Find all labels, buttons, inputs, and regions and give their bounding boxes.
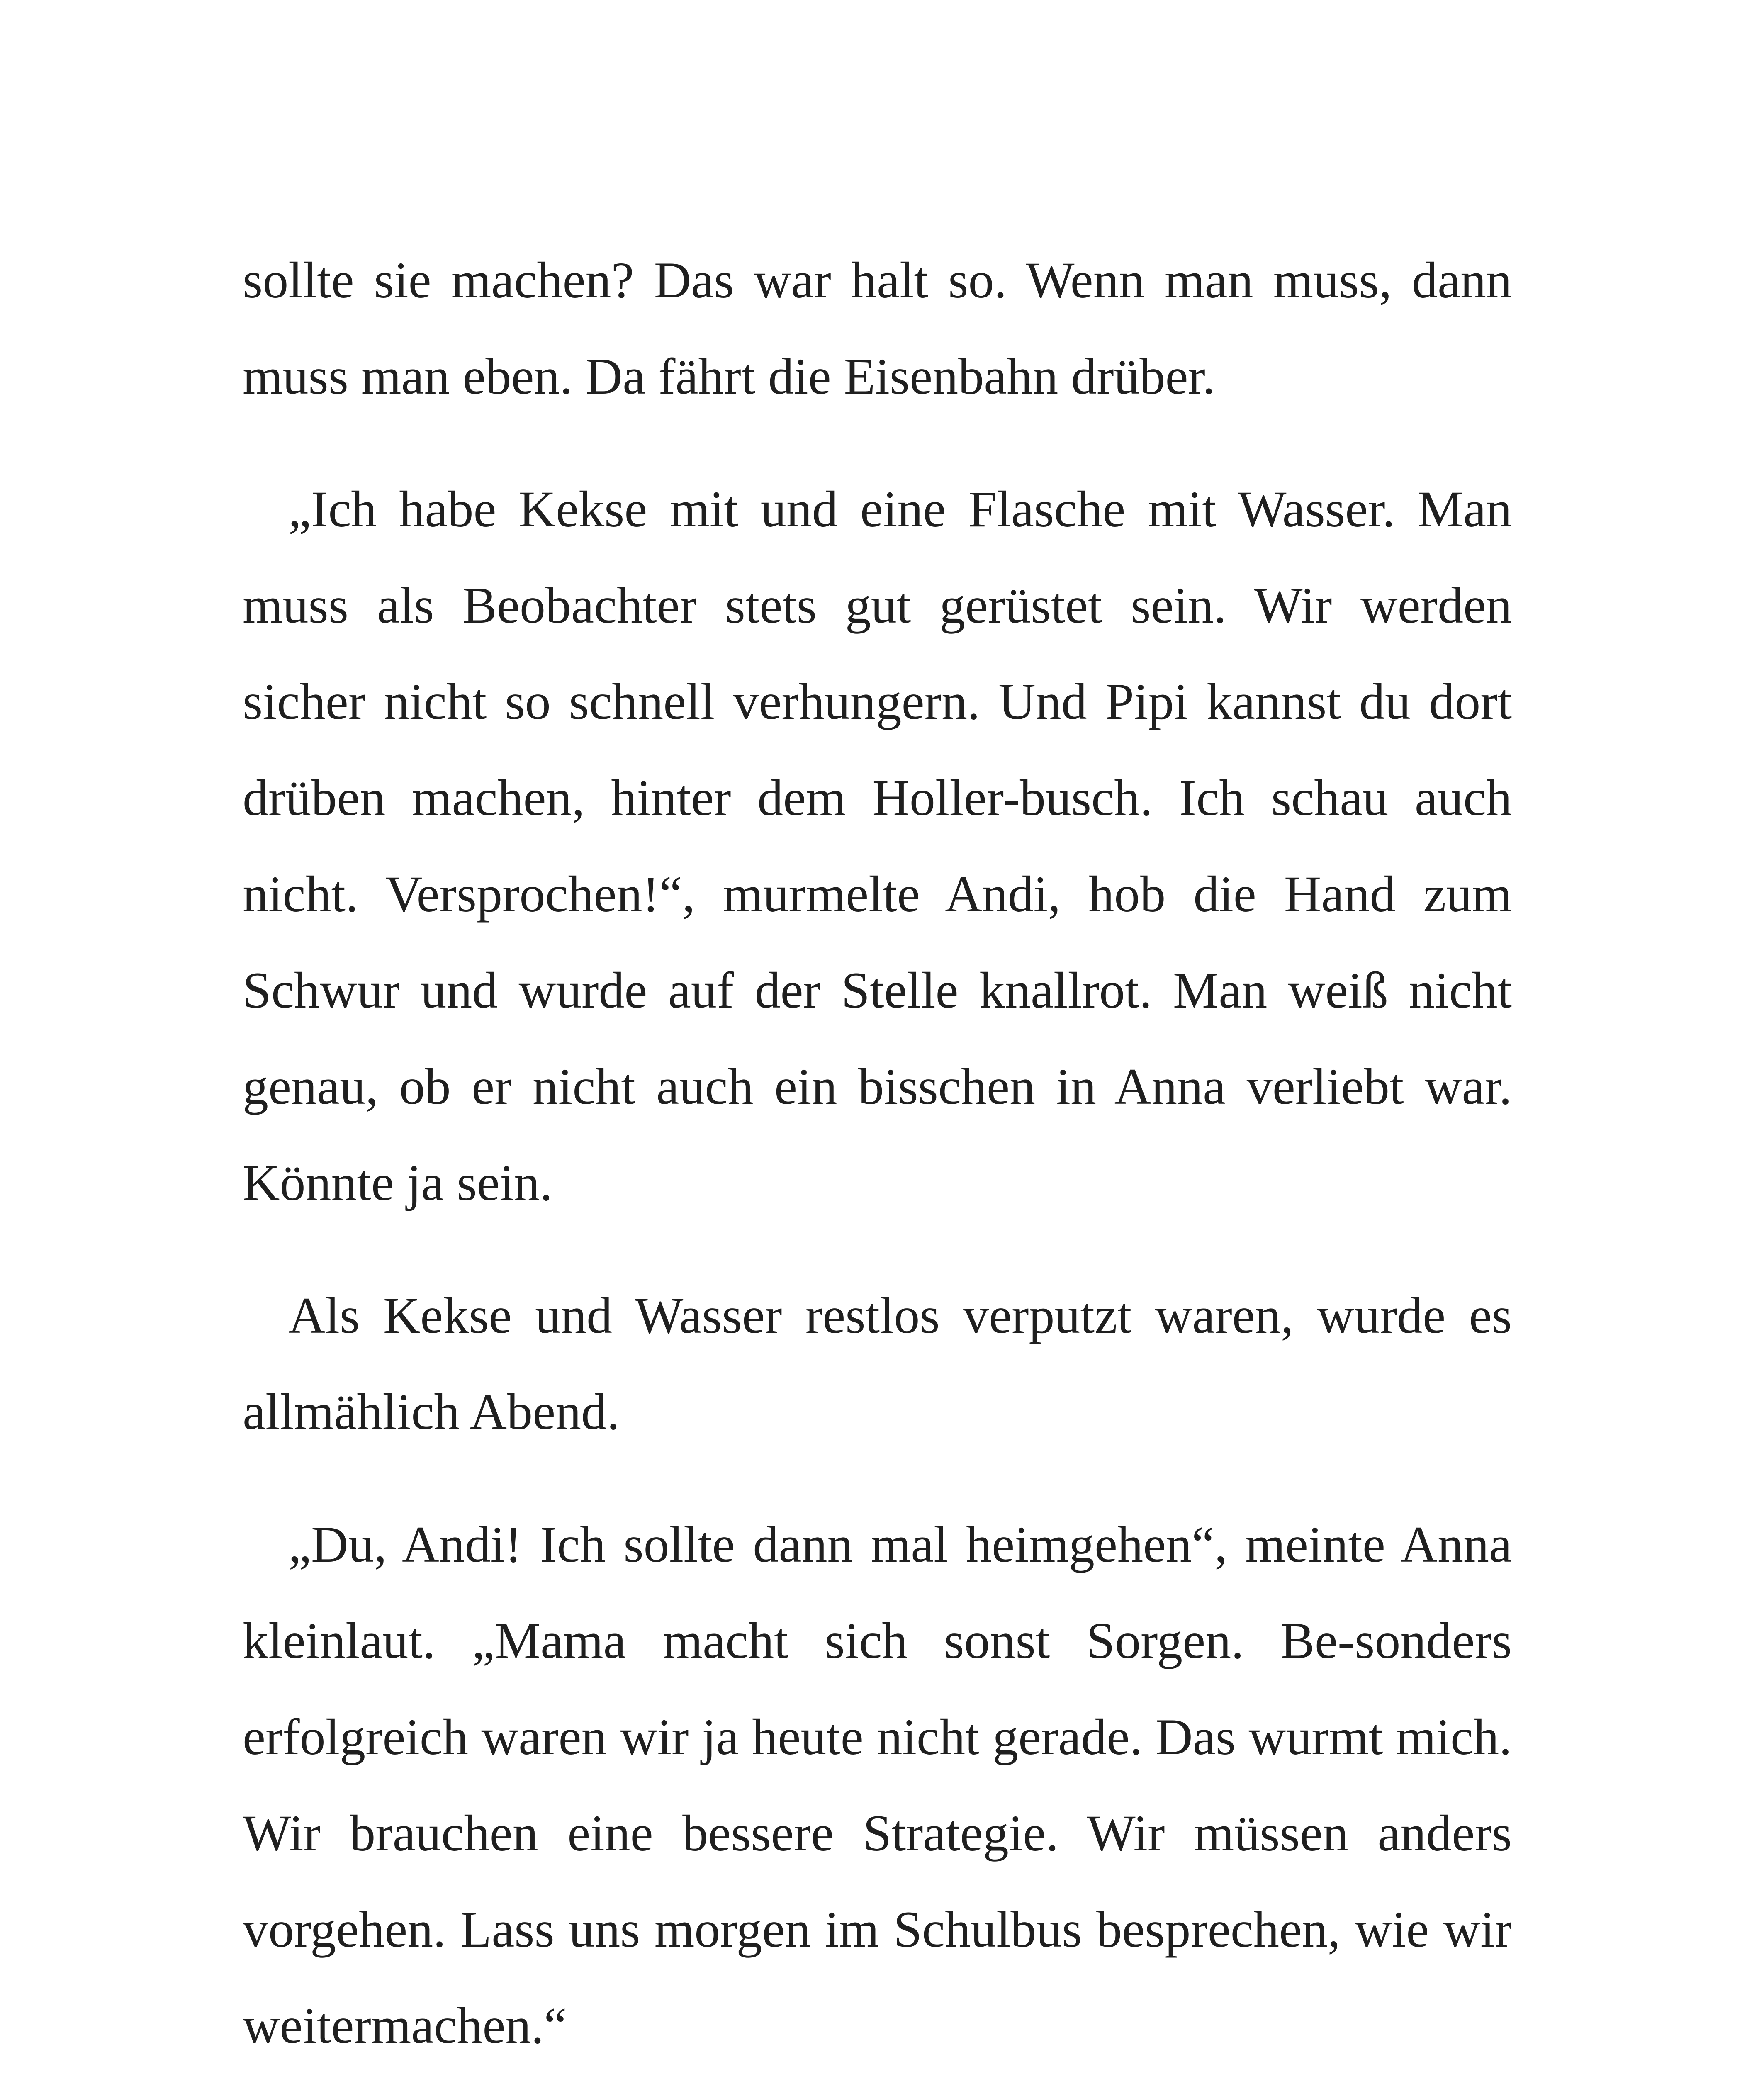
paragraph: Als Kekse und Wasser restlos verputzt waren, wurde es allmählich Abend. bbox=[243, 1287, 1512, 1440]
paragraph: sollte sie machen? Das war halt so. Wenn man muss, dann muss man eben. Da fährt die Eisenbahn drüber. bbox=[243, 252, 1512, 405]
body-text bbox=[243, 232, 1512, 2074]
paragraph: „Ich habe Kekse mit und eine Flasche mit Wasser. Man muss als Beobachter stets gut gerüstet sein. Wir werden sicher nicht so schnell verhungern. Und Pipi kannst du dort drüben machen, hinter dem Holler-busch. Ich schau auch nicht. Versprochen!“, murmelte Andi, hob die Hand zum Schwur und wurde auf der Stelle knallrot. Man weiß nicht genau, ob er nicht auch ein bisschen in Anna verliebt war. Könnte ja sein. bbox=[243, 481, 1512, 1211]
paragraph: „Du, Andi! Ich sollte dann mal heimgehen“, meinte Anna kleinlaut. „Mama macht sich sonst Sorgen. Be-sonders erfolgreich waren wir ja heute nicht gerade. Das wurmt mich. Wir brauchen eine bessere Strategie. Wir müssen anders vorgehen. Lass uns morgen im Schulbus besprechen, wie wir weitermachen.“ bbox=[243, 1516, 1512, 2054]
